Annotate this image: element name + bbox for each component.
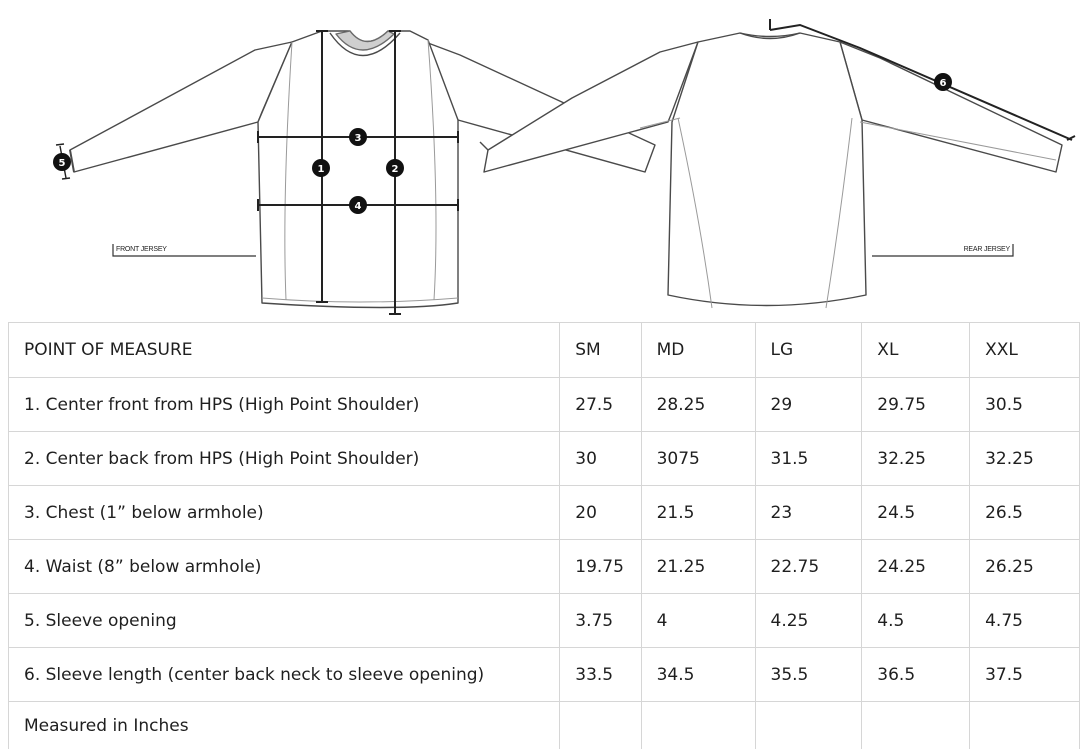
value-xxl: 37.5	[970, 648, 1080, 702]
value-lg: 22.75	[755, 540, 862, 594]
marker-6	[934, 73, 952, 91]
value-xxl: 30.5	[970, 378, 1080, 432]
table-row	[9, 594, 1080, 648]
front-jersey-label	[113, 244, 256, 256]
value-xxl: 32.25	[970, 432, 1080, 486]
table-row	[9, 648, 1080, 702]
table-row	[9, 540, 1080, 594]
marker-2	[386, 159, 404, 177]
value-xl: 36.5	[862, 648, 970, 702]
svg-text:3: 3	[354, 133, 362, 144]
svg-text:4: 4	[354, 201, 362, 212]
rear-jersey-label	[872, 244, 1013, 256]
marker-1	[312, 159, 330, 177]
front-jersey-drawing	[70, 31, 655, 308]
value-md: 21.5	[641, 486, 755, 540]
measure-label: 4. Waist (8” below armhole)	[9, 540, 560, 594]
value-xl: 24.5	[862, 486, 970, 540]
table-footer-row	[9, 702, 1080, 749]
marker-4	[349, 196, 367, 214]
value-xl: 29.75	[862, 378, 970, 432]
header-md: MD	[641, 323, 755, 378]
header-xxl: XXL	[970, 323, 1080, 378]
measurement-lines	[56, 19, 1075, 314]
value-md: 3075	[641, 432, 755, 486]
value-lg: 23	[755, 486, 862, 540]
value-sm: 30	[560, 432, 641, 486]
value-md: 28.25	[641, 378, 755, 432]
svg-text:6: 6	[939, 78, 947, 89]
measure-label: 6. Sleeve length (center back neck to sleeve opening)	[9, 648, 560, 702]
value-sm: 33.5	[560, 648, 641, 702]
rear-jersey-drawing	[480, 33, 1062, 308]
empty-cell	[862, 702, 970, 749]
value-sm: 20	[560, 486, 641, 540]
value-xxl: 26.5	[970, 486, 1080, 540]
table-row	[9, 432, 1080, 486]
value-md: 21.25	[641, 540, 755, 594]
value-xl: 32.25	[862, 432, 970, 486]
value-lg: 31.5	[755, 432, 862, 486]
table-row	[9, 378, 1080, 432]
measure-label: 3. Chest (1” below armhole)	[9, 486, 560, 540]
svg-text:REAR JERSEY: REAR JERSEY	[963, 246, 1010, 253]
empty-cell	[641, 702, 755, 749]
size-chart-table	[8, 322, 1080, 749]
marker-5	[53, 153, 71, 171]
value-md: 34.5	[641, 648, 755, 702]
empty-cell	[560, 702, 641, 749]
jersey-measurement-diagram	[0, 0, 1080, 322]
value-lg: 35.5	[755, 648, 862, 702]
header-xl: XL	[862, 323, 970, 378]
measure-label: 1. Center front from HPS (High Point Shoulder)	[9, 378, 560, 432]
svg-text:5: 5	[58, 158, 66, 169]
value-xxl: 26.25	[970, 540, 1080, 594]
empty-cell	[755, 702, 862, 749]
header-lg: LG	[755, 323, 862, 378]
value-xl: 4.5	[862, 594, 970, 648]
value-md: 4	[641, 594, 755, 648]
svg-text:2: 2	[391, 164, 399, 175]
table-row	[9, 486, 1080, 540]
measure-label: 2. Center back from HPS (High Point Shoulder)	[9, 432, 560, 486]
measure-label: 5. Sleeve opening	[9, 594, 560, 648]
header-point-of-measure: POINT OF MEASURE	[9, 323, 560, 378]
svg-text:1: 1	[317, 164, 325, 175]
value-sm: 19.75	[560, 540, 641, 594]
units-note: Measured in Inches	[9, 702, 560, 749]
empty-cell	[970, 702, 1080, 749]
value-lg: 4.25	[755, 594, 862, 648]
value-lg: 29	[755, 378, 862, 432]
value-xl: 24.25	[862, 540, 970, 594]
table-header-row	[9, 323, 1080, 378]
header-sm: SM	[560, 323, 641, 378]
value-xxl: 4.75	[970, 594, 1080, 648]
marker-3	[349, 128, 367, 146]
value-sm: 3.75	[560, 594, 641, 648]
value-sm: 27.5	[560, 378, 641, 432]
svg-text:FRONT JERSEY: FRONT JERSEY	[116, 246, 167, 253]
